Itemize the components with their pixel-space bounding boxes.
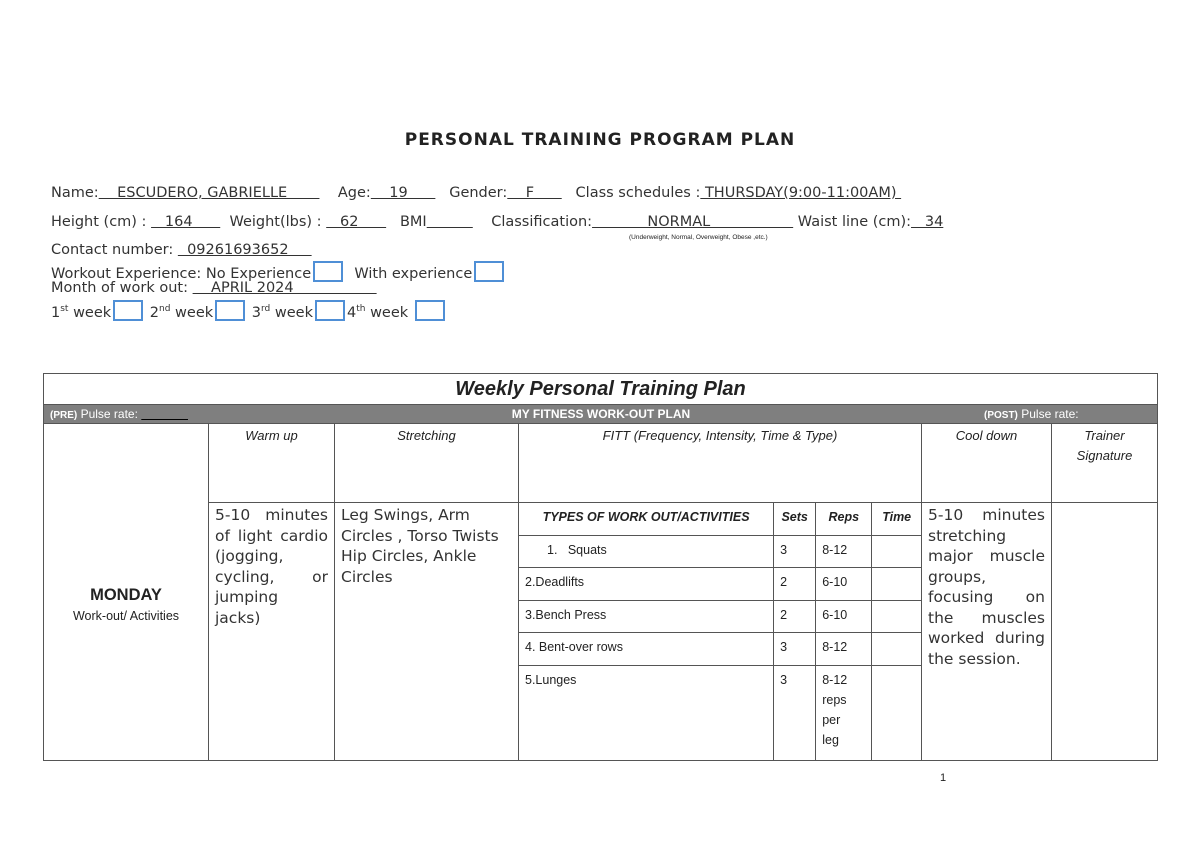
day-sub-label: Work-out/ Activities <box>72 608 180 623</box>
week-4-checkbox[interactable] <box>415 300 445 321</box>
week-1-label: week <box>73 305 112 321</box>
workout-name: 5.Lunges <box>519 665 774 760</box>
table-row <box>519 632 921 665</box>
info-line-1 <box>51 185 901 201</box>
classification-label: Classification: <box>491 214 593 230</box>
post-pulse <box>984 405 1079 425</box>
workout-time <box>872 567 921 600</box>
weekly-plan-title: Weekly Personal Training Plan <box>44 374 1158 405</box>
contact-label: Contact number: <box>51 242 174 258</box>
classification-note: (Underweight, Normal, Overweight, Obese ,etc.) <box>629 234 768 241</box>
schedule-value: THURSDAY(9:00-11:00AM) <box>700 185 902 201</box>
table-row <box>519 600 921 632</box>
workout-name: 2.Deadlifts <box>519 567 774 600</box>
page-number: 1 <box>940 772 947 784</box>
workout-reps: 6-10 <box>816 567 872 600</box>
warmup-text: 5-10 minutes of light cardio (jogging, cycling, or jumping jacks) <box>209 503 335 761</box>
workout-sets: 3 <box>774 535 816 567</box>
with-experience-label: With experience <box>354 266 473 282</box>
waist-value: 34 <box>911 214 944 230</box>
bmi-value <box>427 214 473 230</box>
workout-name: 4. Bent-over rows <box>519 632 774 665</box>
workout-time <box>872 535 921 567</box>
info-line-3 <box>51 242 312 258</box>
name-value: ESCUDERO, GABRIELLE <box>98 185 320 201</box>
weight-value: 62 <box>326 214 387 230</box>
workout-name: 1. Squats <box>519 535 774 567</box>
week-3-label: week <box>274 305 313 321</box>
week-1-num: 1 <box>51 305 61 321</box>
post-pulse-label: Pulse rate: <box>1021 407 1079 421</box>
pulse-row <box>44 405 1158 424</box>
warmup-header: Warm up <box>209 424 335 503</box>
schedule-label: Class schedules : <box>575 185 701 201</box>
workout-time <box>872 665 921 760</box>
age-value: 19 <box>370 185 436 201</box>
day-cell <box>44 424 209 761</box>
classification-value: NORMAL <box>592 214 794 230</box>
fitt-cell <box>519 503 922 761</box>
week-2-num: 2 <box>149 305 160 321</box>
month-value: APRIL 2024 <box>192 280 377 296</box>
page-title: PERSONAL TRAINING PROGRAM PLAN <box>404 130 796 150</box>
height-label: Height (cm) : <box>51 214 147 230</box>
cooldown-text: 5-10 minutes stretching major muscle groups, focusing on the muscles worked during the session. <box>922 503 1052 761</box>
trainer-signature-header: Trainer Signature <box>1052 424 1158 503</box>
workout-sets: 3 <box>774 632 816 665</box>
stretching-header: Stretching <box>335 424 519 503</box>
week-1-checkbox[interactable] <box>113 300 143 321</box>
workout-type-header: TYPES OF WORK OUT/ACTIVITIES <box>519 503 774 535</box>
cooldown-header: Cool down <box>922 424 1052 503</box>
workout-sets: 3 <box>774 665 816 760</box>
work-out-plan-label: MY FITNESS WORK-OUT PLAN <box>511 407 691 421</box>
week-2-checkbox[interactable] <box>215 300 245 321</box>
week-4-label: week <box>370 305 409 321</box>
week-4 <box>347 305 408 321</box>
waist-label: Waist line (cm): <box>797 214 912 230</box>
workout-name: 3.Bench Press <box>519 600 774 632</box>
week-2-suffix: nd <box>159 304 171 315</box>
week-3-suffix: rd <box>261 304 271 315</box>
height-value: 164 <box>151 214 221 230</box>
week-3-num: 3 <box>251 305 261 321</box>
no-experience-checkbox[interactable] <box>313 261 343 282</box>
workout-sets: 2 <box>774 567 816 600</box>
week-1 <box>51 305 111 321</box>
week-2-label: week <box>175 305 214 321</box>
experience-label: Workout Experience: <box>51 266 202 282</box>
name-label: Name: <box>51 185 99 201</box>
month-label: Month of work out: <box>51 280 188 296</box>
week-2 <box>150 305 213 321</box>
workout-reps: 8-12 <box>816 535 872 567</box>
age-label: Age: <box>337 185 371 201</box>
table-row <box>519 665 921 760</box>
workout-reps: 6-10 <box>816 600 872 632</box>
contact-value: 09261693652 <box>177 242 312 258</box>
info-line-2 <box>51 214 943 230</box>
day-label: MONDAY <box>90 585 162 604</box>
week-1-suffix: st <box>60 304 69 315</box>
workout-reps: 8-12 reps per leg <box>816 665 872 760</box>
info-line-4 <box>51 261 506 282</box>
week-4-suffix: th <box>356 304 366 315</box>
workout-reps: 8-12 <box>816 632 872 665</box>
time-header: Time <box>872 503 921 535</box>
no-experience-label: No Experience <box>205 266 312 282</box>
workout-table <box>519 503 921 760</box>
stretching-text: Leg Swings, Arm Circles , Torso Twists Hip Circles, Ankle Circles <box>335 503 519 761</box>
weeks-row <box>51 300 447 321</box>
table-row <box>519 567 921 600</box>
bmi-label: BMI <box>399 214 427 230</box>
post-tag: (POST) <box>984 410 1018 421</box>
table-row <box>519 535 921 567</box>
pre-tag: (PRE) <box>50 410 78 421</box>
reps-header: Reps <box>816 503 872 535</box>
workout-time <box>872 632 921 665</box>
weight-label: Weight(lbs) : <box>229 214 322 230</box>
week-3-checkbox[interactable] <box>315 300 345 321</box>
sets-header: Sets <box>774 503 816 535</box>
fitt-header: FITT (Frequency, Intensity, Time & Type) <box>519 424 922 503</box>
week-3 <box>252 305 313 321</box>
workout-sets: 2 <box>774 600 816 632</box>
weekly-plan-table <box>43 373 1158 761</box>
week-4-num: 4 <box>346 305 357 321</box>
workout-time <box>872 600 921 632</box>
trainer-signature-cell[interactable] <box>1052 503 1158 761</box>
info-line-5 <box>51 280 377 296</box>
pre-pulse-label: Pulse rate: <box>80 407 138 421</box>
gender-value: F <box>507 185 562 201</box>
gender-label: Gender: <box>449 185 508 201</box>
with-experience-checkbox[interactable] <box>474 261 504 282</box>
